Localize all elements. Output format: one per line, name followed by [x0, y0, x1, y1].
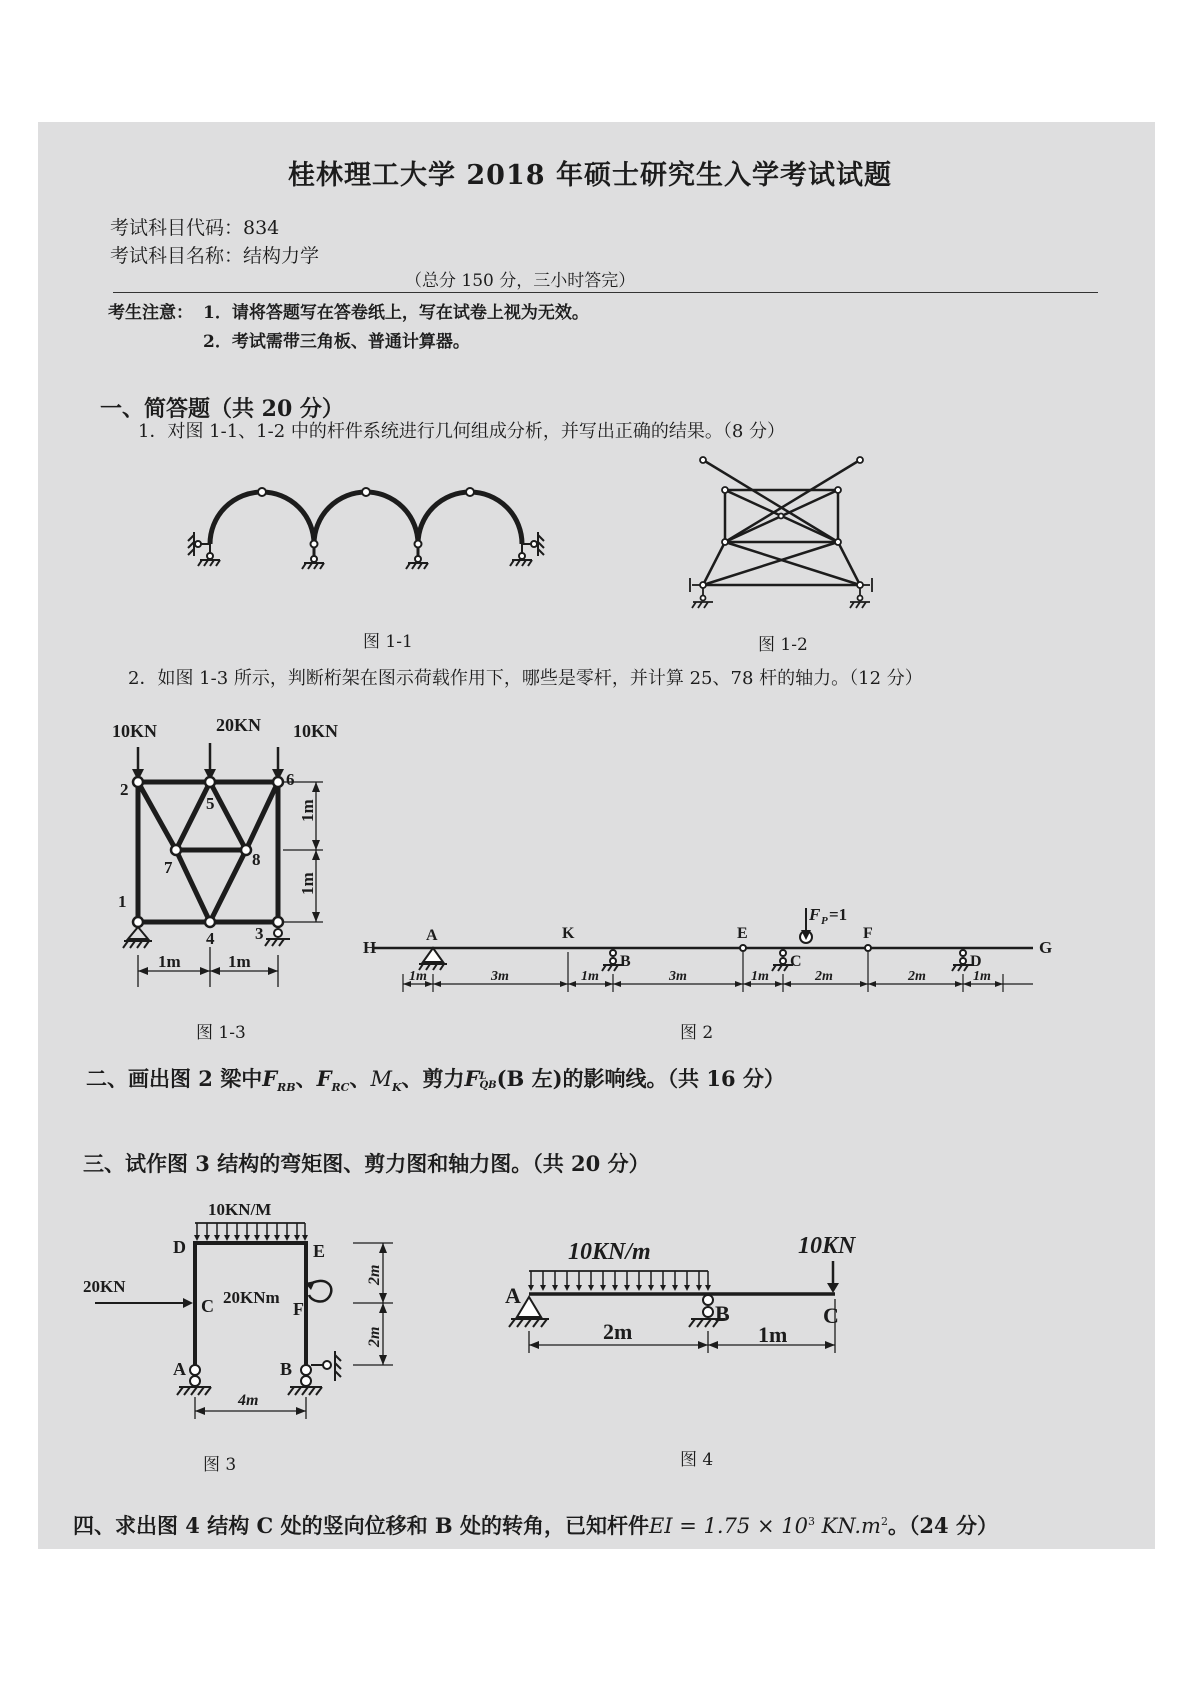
node-5: 5: [206, 794, 215, 813]
fig3-dim-h: 4m: [238, 1392, 259, 1409]
section4-text-a: 四、求出图 4 结构 C 处的竖向位移和 B 处的转角，已知杆件: [73, 1513, 649, 1538]
point-K: K: [562, 925, 575, 942]
figure-1-2: [688, 452, 878, 622]
node-2: 2: [120, 780, 129, 799]
notice-item-1: 1．请将答题写在答卷纸上，写在试卷上视为无效。: [203, 303, 589, 323]
dim-8: 1m: [973, 969, 991, 984]
fig4-point-load: 10KN: [798, 1233, 856, 1259]
dim-h-1: 1m: [158, 952, 181, 971]
subject-code: 考试科目代码：834: [110, 217, 280, 239]
f-rb: F: [262, 1066, 278, 1091]
dim-h-2: 1m: [228, 952, 251, 971]
figure-3: [83, 1197, 413, 1427]
load-F-val: =1: [829, 905, 848, 924]
fig3-dim-v-1: 2m: [366, 1264, 383, 1285]
m-k: M: [370, 1067, 392, 1091]
figure-4-caption: 图 4: [680, 1450, 714, 1470]
fig3-point-D: D: [173, 1237, 186, 1257]
section1-heading: 一、简答题（共 20 分）: [100, 396, 344, 422]
node-3: 3: [255, 924, 264, 943]
fig4-dim-1: 2m: [603, 1319, 633, 1344]
point-A: A: [426, 927, 438, 944]
fig3-point-E: E: [313, 1241, 326, 1261]
section3-heading: 三、试作图 3 结构的弯矩图、剪力图和轴力图。（共 20 分）: [83, 1151, 650, 1176]
dim-4: 3m: [669, 969, 687, 984]
load-3: 10KN: [293, 721, 338, 741]
section2-text-a: 二、画出图 2 梁中: [86, 1066, 263, 1091]
total-score: （总分 150 分，三小时答完）: [405, 271, 636, 291]
dim-v-1: 1m: [298, 799, 317, 822]
figure-1-1: [188, 462, 608, 572]
dim-5: 1m: [751, 969, 769, 984]
fig3-distributed: 10KN/M: [208, 1200, 272, 1219]
section4-heading: [73, 1515, 998, 1537]
dim-v-2: 1m: [298, 872, 317, 895]
point-B: B: [620, 953, 631, 970]
header-rule: [113, 292, 1098, 293]
dim-6: 2m: [815, 969, 833, 984]
ei-unit: KN.m: [814, 1514, 881, 1538]
m-k-sub: K: [391, 1081, 402, 1095]
fig3-point-C: C: [201, 1296, 214, 1316]
fig3-moment: 20KNm: [223, 1288, 280, 1307]
f-rb-sub: RB: [277, 1081, 296, 1095]
fig4-dim-2: 1m: [758, 1322, 788, 1347]
ei-exp: 3: [807, 1515, 815, 1528]
figure-1-3-caption: 图 1-3: [196, 1023, 246, 1043]
load-F-sub: P: [821, 915, 828, 927]
fig3-point-B: B: [280, 1359, 293, 1379]
f-qb-sup: L: [479, 1070, 487, 1082]
fig4-point-C: C: [823, 1303, 839, 1328]
dim-1: 1m: [409, 969, 427, 984]
figure-2: [363, 902, 1083, 1012]
figure-1-1-caption: 图 1-1: [363, 632, 413, 652]
point-D: D: [970, 953, 982, 970]
node-6: 6: [286, 770, 295, 789]
ei-unit-exp: 2: [880, 1515, 888, 1528]
section2-text-b: 、剪力: [401, 1066, 465, 1091]
section2-text-c: (B 左)的影响线。（共 16 分）: [496, 1066, 785, 1091]
figure-4: [493, 1227, 856, 1417]
load-2: 20KN: [216, 715, 261, 735]
point-C: C: [790, 953, 802, 970]
f-rc: F: [316, 1066, 332, 1091]
f-qb: F: [464, 1066, 480, 1091]
sep-1: 、: [295, 1066, 317, 1091]
dim-7: 2m: [908, 969, 926, 984]
fig4-point-B: B: [715, 1301, 730, 1326]
question-2: 2．如图 1-3 所示，判断桁架在图示荷载作用下，哪些是零杆，并计算 25、78 杆的轴力。（12 分）: [128, 668, 923, 689]
figure-1-3: [98, 707, 388, 1017]
fig3-point-load: 20KN: [83, 1277, 126, 1296]
load-F: F: [809, 905, 821, 924]
node-4: 4: [206, 929, 215, 948]
f-rc-sub: RC: [331, 1081, 350, 1095]
section4-text-b: 。（24 分）: [887, 1513, 998, 1538]
point-H: H: [363, 938, 377, 957]
section2-heading: [86, 1068, 785, 1093]
subject-name: 考试科目名称：结构力学: [110, 245, 320, 267]
question-1: 1．对图 1-1、1-2 中的杆件系统进行几何组成分析，并写出正确的结果。（8 分）: [138, 421, 786, 442]
node-8: 8: [252, 850, 261, 869]
ei-formula: EI = 1.75 × 10: [648, 1514, 808, 1538]
point-E: E: [737, 925, 748, 942]
fig4-distributed: 10KN/m: [568, 1239, 651, 1265]
dim-3: 1m: [581, 969, 599, 984]
fig3-dim-v-2: 2m: [366, 1326, 383, 1347]
fig3-point-F: F: [293, 1299, 304, 1319]
point-G: G: [1039, 938, 1053, 957]
notice-label: 考生注意：: [108, 303, 193, 323]
exam-title: 桂林理工大学 2018 年硕士研究生入学考试试题: [288, 160, 892, 191]
node-7: 7: [164, 858, 173, 877]
exam-sheet: [38, 122, 1155, 1549]
fig3-point-A: A: [173, 1359, 186, 1379]
figure-1-2-caption: 图 1-2: [758, 635, 808, 655]
dim-2: 3m: [491, 969, 509, 984]
fig4-point-A: A: [505, 1283, 521, 1308]
point-F: F: [863, 925, 873, 942]
figure-2-caption: 图 2: [680, 1023, 714, 1043]
figure-3-caption: 图 3: [203, 1455, 237, 1475]
f-qb-sub: QB: [479, 1079, 497, 1091]
load-1: 10KN: [112, 721, 157, 741]
notice-item-2: 2．考试需带三角板、普通计算器。: [203, 332, 470, 352]
sep-2: 、: [349, 1066, 371, 1091]
node-1: 1: [118, 892, 127, 911]
